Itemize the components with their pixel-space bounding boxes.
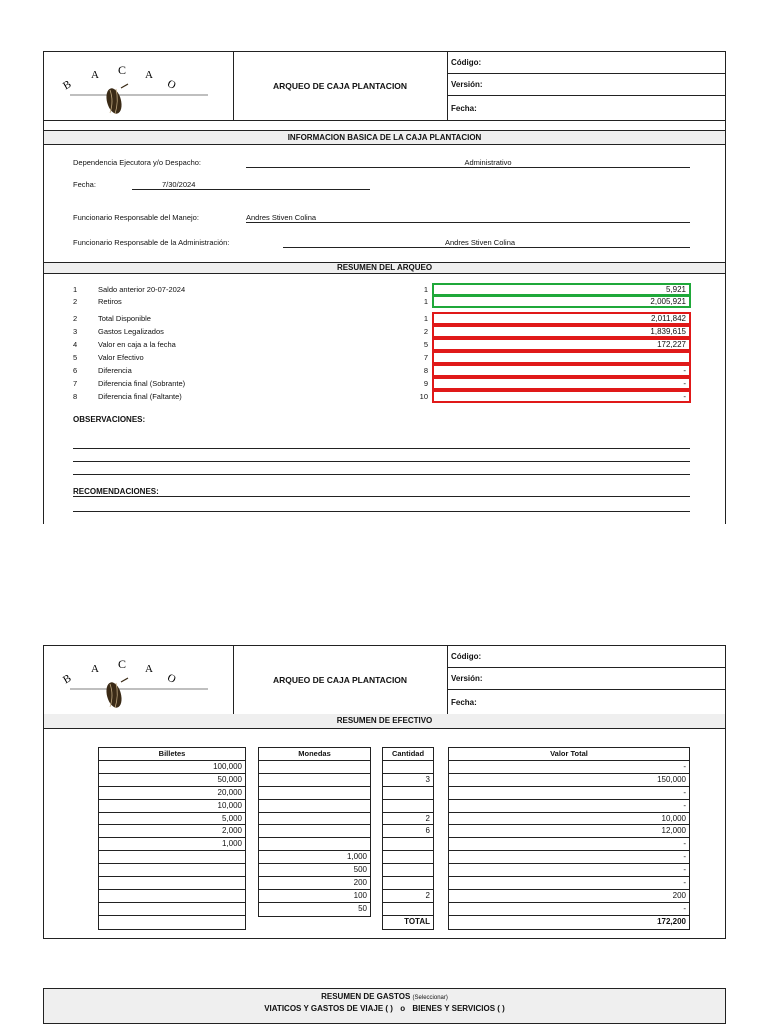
resumen-row-label: Diferencia <box>98 366 132 375</box>
recomendaciones-label: RECOMENDACIONES: <box>73 487 690 497</box>
observaciones-line-3[interactable] <box>73 462 690 475</box>
dependencia-label: Dependencia Ejecutora y/o Despacho: <box>73 158 201 167</box>
resumen-row-value[interactable]: - <box>432 377 691 390</box>
observaciones-line-2[interactable] <box>73 449 690 462</box>
valor-cell[interactable]: - <box>449 864 689 877</box>
resumen-row-number: 8 <box>73 392 78 401</box>
resumen-row-ref: 1 <box>423 285 428 294</box>
monedas-cell[interactable]: 100 <box>259 890 370 903</box>
valor-cell[interactable]: - <box>449 903 689 916</box>
dependencia-value[interactable]: Administrativo <box>246 158 690 168</box>
form-title-2: ARQUEO DE CAJA PLANTACION <box>233 646 448 714</box>
resumen-row-ref: 5 <box>423 340 428 349</box>
svg-text:A: A <box>145 69 153 81</box>
billetes-header: Billetes <box>99 748 245 761</box>
cantidad-cell[interactable] <box>383 761 433 774</box>
sheet-header <box>44 52 725 121</box>
valor-cell[interactable]: 12,000 <box>449 825 689 838</box>
monedas-cell[interactable]: 1,000 <box>259 851 370 864</box>
band-resumen-efectivo: RESUMEN DE EFECTIVO <box>44 714 725 729</box>
billetes-cell[interactable] <box>99 890 245 903</box>
resumen-row-number: 2 <box>73 314 78 323</box>
billetes-cell[interactable]: 100,000 <box>99 761 245 774</box>
fecha-field[interactable]: Fecha: <box>451 103 477 113</box>
billetes-cell[interactable] <box>99 864 245 877</box>
band-resumen-arqueo: RESUMEN DEL ARQUEO <box>44 262 725 274</box>
cantidad-header: Cantidad <box>383 748 433 761</box>
billetes-cell[interactable]: 20,000 <box>99 787 245 800</box>
func-manejo-label: Funcionario Responsable del Manejo: <box>73 213 199 222</box>
codigo-field-2[interactable]: Código: <box>447 646 725 668</box>
fecha-value[interactable]: 7/30/2024 <box>132 180 370 190</box>
sheet-header-2 <box>44 646 725 715</box>
svg-text:C: C <box>118 63 127 77</box>
cantidad-cell[interactable] <box>383 787 433 800</box>
option-bienes[interactable]: BIENES Y SERVICIOS ( ) <box>412 1004 505 1013</box>
resumen-row-label: Saldo anterior 20-07-2024 <box>98 285 186 294</box>
resumen-row-number: 5 <box>73 353 78 362</box>
cantidad-cell[interactable]: 6 <box>383 825 433 838</box>
svg-text:C: C <box>118 657 127 671</box>
resumen-row-value[interactable]: 1,839,615 <box>432 325 691 338</box>
version-field[interactable]: Versión: <box>447 74 725 96</box>
bacao-logo <box>58 58 218 118</box>
svg-text:A: A <box>145 663 153 675</box>
billetes-cell[interactable] <box>99 851 245 864</box>
func-admin-value[interactable]: Andres Stiven Colina <box>283 238 690 248</box>
svg-text:O: O <box>165 77 178 93</box>
resumen-row-label: Diferencia final (Faltante) <box>98 392 182 401</box>
cantidad-cell[interactable] <box>383 903 433 916</box>
valor-header: Valor Total <box>449 748 689 761</box>
codigo-field[interactable]: Código: <box>447 52 725 74</box>
svg-text:B: B <box>61 672 74 687</box>
option-separator: o <box>400 1004 406 1013</box>
billetes-column <box>98 747 246 930</box>
resumen-row-number: 1 <box>73 285 78 294</box>
cantidad-cell[interactable] <box>383 864 433 877</box>
cantidad-cell[interactable] <box>383 877 433 890</box>
svg-text:B: B <box>61 78 74 93</box>
resumen-row-label: Total Disponible <box>98 314 151 323</box>
resumen-row-ref: 2 <box>423 327 428 336</box>
resumen-row-label: Retiros <box>98 297 122 306</box>
valor-cell[interactable]: - <box>449 851 689 864</box>
cantidad-cell[interactable]: 2 <box>383 890 433 903</box>
svg-text:O: O <box>165 671 178 687</box>
resumen-row-number: 3 <box>73 327 78 336</box>
option-viaticos[interactable]: VIATICOS Y GASTOS DE VIAJE ( ) <box>264 1004 393 1013</box>
monedas-cell[interactable] <box>259 774 370 787</box>
resumen-row-value[interactable]: 2,011,842 <box>432 312 691 325</box>
resumen-row-ref: 8 <box>423 366 428 375</box>
resumen-row-number: 2 <box>73 297 78 306</box>
valor-column <box>448 747 690 930</box>
monedas-cell[interactable] <box>259 800 370 813</box>
valor-cell[interactable]: - <box>449 800 689 813</box>
billetes-cell[interactable] <box>99 877 245 890</box>
svg-text:A: A <box>91 663 99 675</box>
billetes-cell[interactable] <box>99 916 245 929</box>
recomendaciones-line-1[interactable] <box>73 499 690 512</box>
resumen-row-value[interactable]: - <box>432 390 691 403</box>
func-admin-label: Funcionario Responsable de la Administración: <box>73 238 230 247</box>
billetes-cell[interactable]: 5,000 <box>99 813 245 826</box>
resumen-row-value[interactable]: 2,005,921 <box>432 295 691 308</box>
resumen-row-label: Valor Efectivo <box>98 353 144 362</box>
monedas-cell[interactable]: 50 <box>358 903 367 913</box>
billetes-cell[interactable]: 1,000 <box>99 838 245 851</box>
valor-cell[interactable]: 172,200 <box>657 916 686 926</box>
gastos-note: (Seleccionar) <box>412 995 448 1001</box>
resumen-row-number: 6 <box>73 366 78 375</box>
resumen-row-ref: 10 <box>419 392 428 401</box>
cantidad-column <box>382 747 434 930</box>
resumen-row-value[interactable] <box>432 351 691 364</box>
func-manejo-value[interactable]: Andres Stiven Colina <box>246 213 690 223</box>
resumen-row-number: 7 <box>73 379 78 388</box>
logo-cell-2 <box>44 646 234 714</box>
valor-cell[interactable]: 150,000 <box>449 774 689 787</box>
monedas-cell[interactable] <box>259 813 370 826</box>
resumen-row-value[interactable]: - <box>432 364 691 377</box>
monedas-cell[interactable] <box>259 787 370 800</box>
monedas-cell[interactable] <box>259 838 370 851</box>
fecha-field-2[interactable]: Fecha: <box>451 697 477 707</box>
observaciones-line-1[interactable] <box>73 436 690 449</box>
monedas-column <box>258 747 371 917</box>
monedas-cell[interactable]: 200 <box>259 877 370 890</box>
fecha-label: Fecha: <box>73 180 96 189</box>
valor-cell[interactable]: 10,000 <box>449 813 689 826</box>
cantidad-cell[interactable] <box>383 851 433 864</box>
valor-cell[interactable]: - <box>449 761 689 774</box>
resumen-row-value[interactable]: 5,921 <box>432 283 691 296</box>
valor-cell[interactable]: - <box>449 787 689 800</box>
valor-cell[interactable]: 200 <box>449 890 689 903</box>
resumen-row-ref: 1 <box>423 314 428 323</box>
resumen-row-label: Diferencia final (Sobrante) <box>98 379 186 388</box>
cantidad-cell[interactable]: 2 <box>383 813 433 826</box>
form-title: ARQUEO DE CAJA PLANTACION <box>233 52 448 120</box>
monedas-header: Monedas <box>259 748 370 761</box>
version-field-2[interactable]: Versión: <box>447 668 725 690</box>
resumen-row-label: Valor en caja a la fecha <box>98 340 176 349</box>
gastos-header <box>43 988 726 1024</box>
monedas-cell[interactable] <box>259 825 370 838</box>
valor-cell[interactable]: - <box>449 838 689 851</box>
cantidad-cell[interactable] <box>383 800 433 813</box>
observaciones-label: OBSERVACIONES: <box>73 415 146 424</box>
resumen-row-number: 4 <box>73 340 78 349</box>
band-info-basica: INFORMACION BASICA DE LA CAJA PLANTACION <box>44 130 725 145</box>
billetes-cell[interactable]: 10,000 <box>99 800 245 813</box>
logo-cell <box>44 52 234 120</box>
valor-cell[interactable]: - <box>449 877 689 890</box>
resumen-row-ref: 7 <box>423 353 428 362</box>
resumen-row-label: Gastos Legalizados <box>98 327 164 336</box>
sheet-arqueo <box>43 51 726 524</box>
cantidad-cell[interactable]: 3 <box>383 774 433 787</box>
gastos-title: RESUMEN DE GASTOS <box>321 992 411 1001</box>
billetes-cell[interactable]: 50,000 <box>99 774 245 787</box>
cantidad-cell[interactable]: TOTAL <box>404 916 430 926</box>
resumen-row-value[interactable]: 172,227 <box>432 338 691 351</box>
monedas-cell[interactable] <box>259 761 370 774</box>
billetes-cell[interactable]: 2,000 <box>99 825 245 838</box>
svg-text:A: A <box>91 69 99 81</box>
resumen-row-ref: 1 <box>423 297 428 306</box>
billetes-cell[interactable] <box>99 903 245 916</box>
bacao-logo-2 <box>58 652 218 712</box>
monedas-cell[interactable]: 500 <box>259 864 370 877</box>
cantidad-cell[interactable] <box>383 838 433 851</box>
sheet-efectivo <box>43 645 726 939</box>
resumen-row-ref: 9 <box>423 379 428 388</box>
